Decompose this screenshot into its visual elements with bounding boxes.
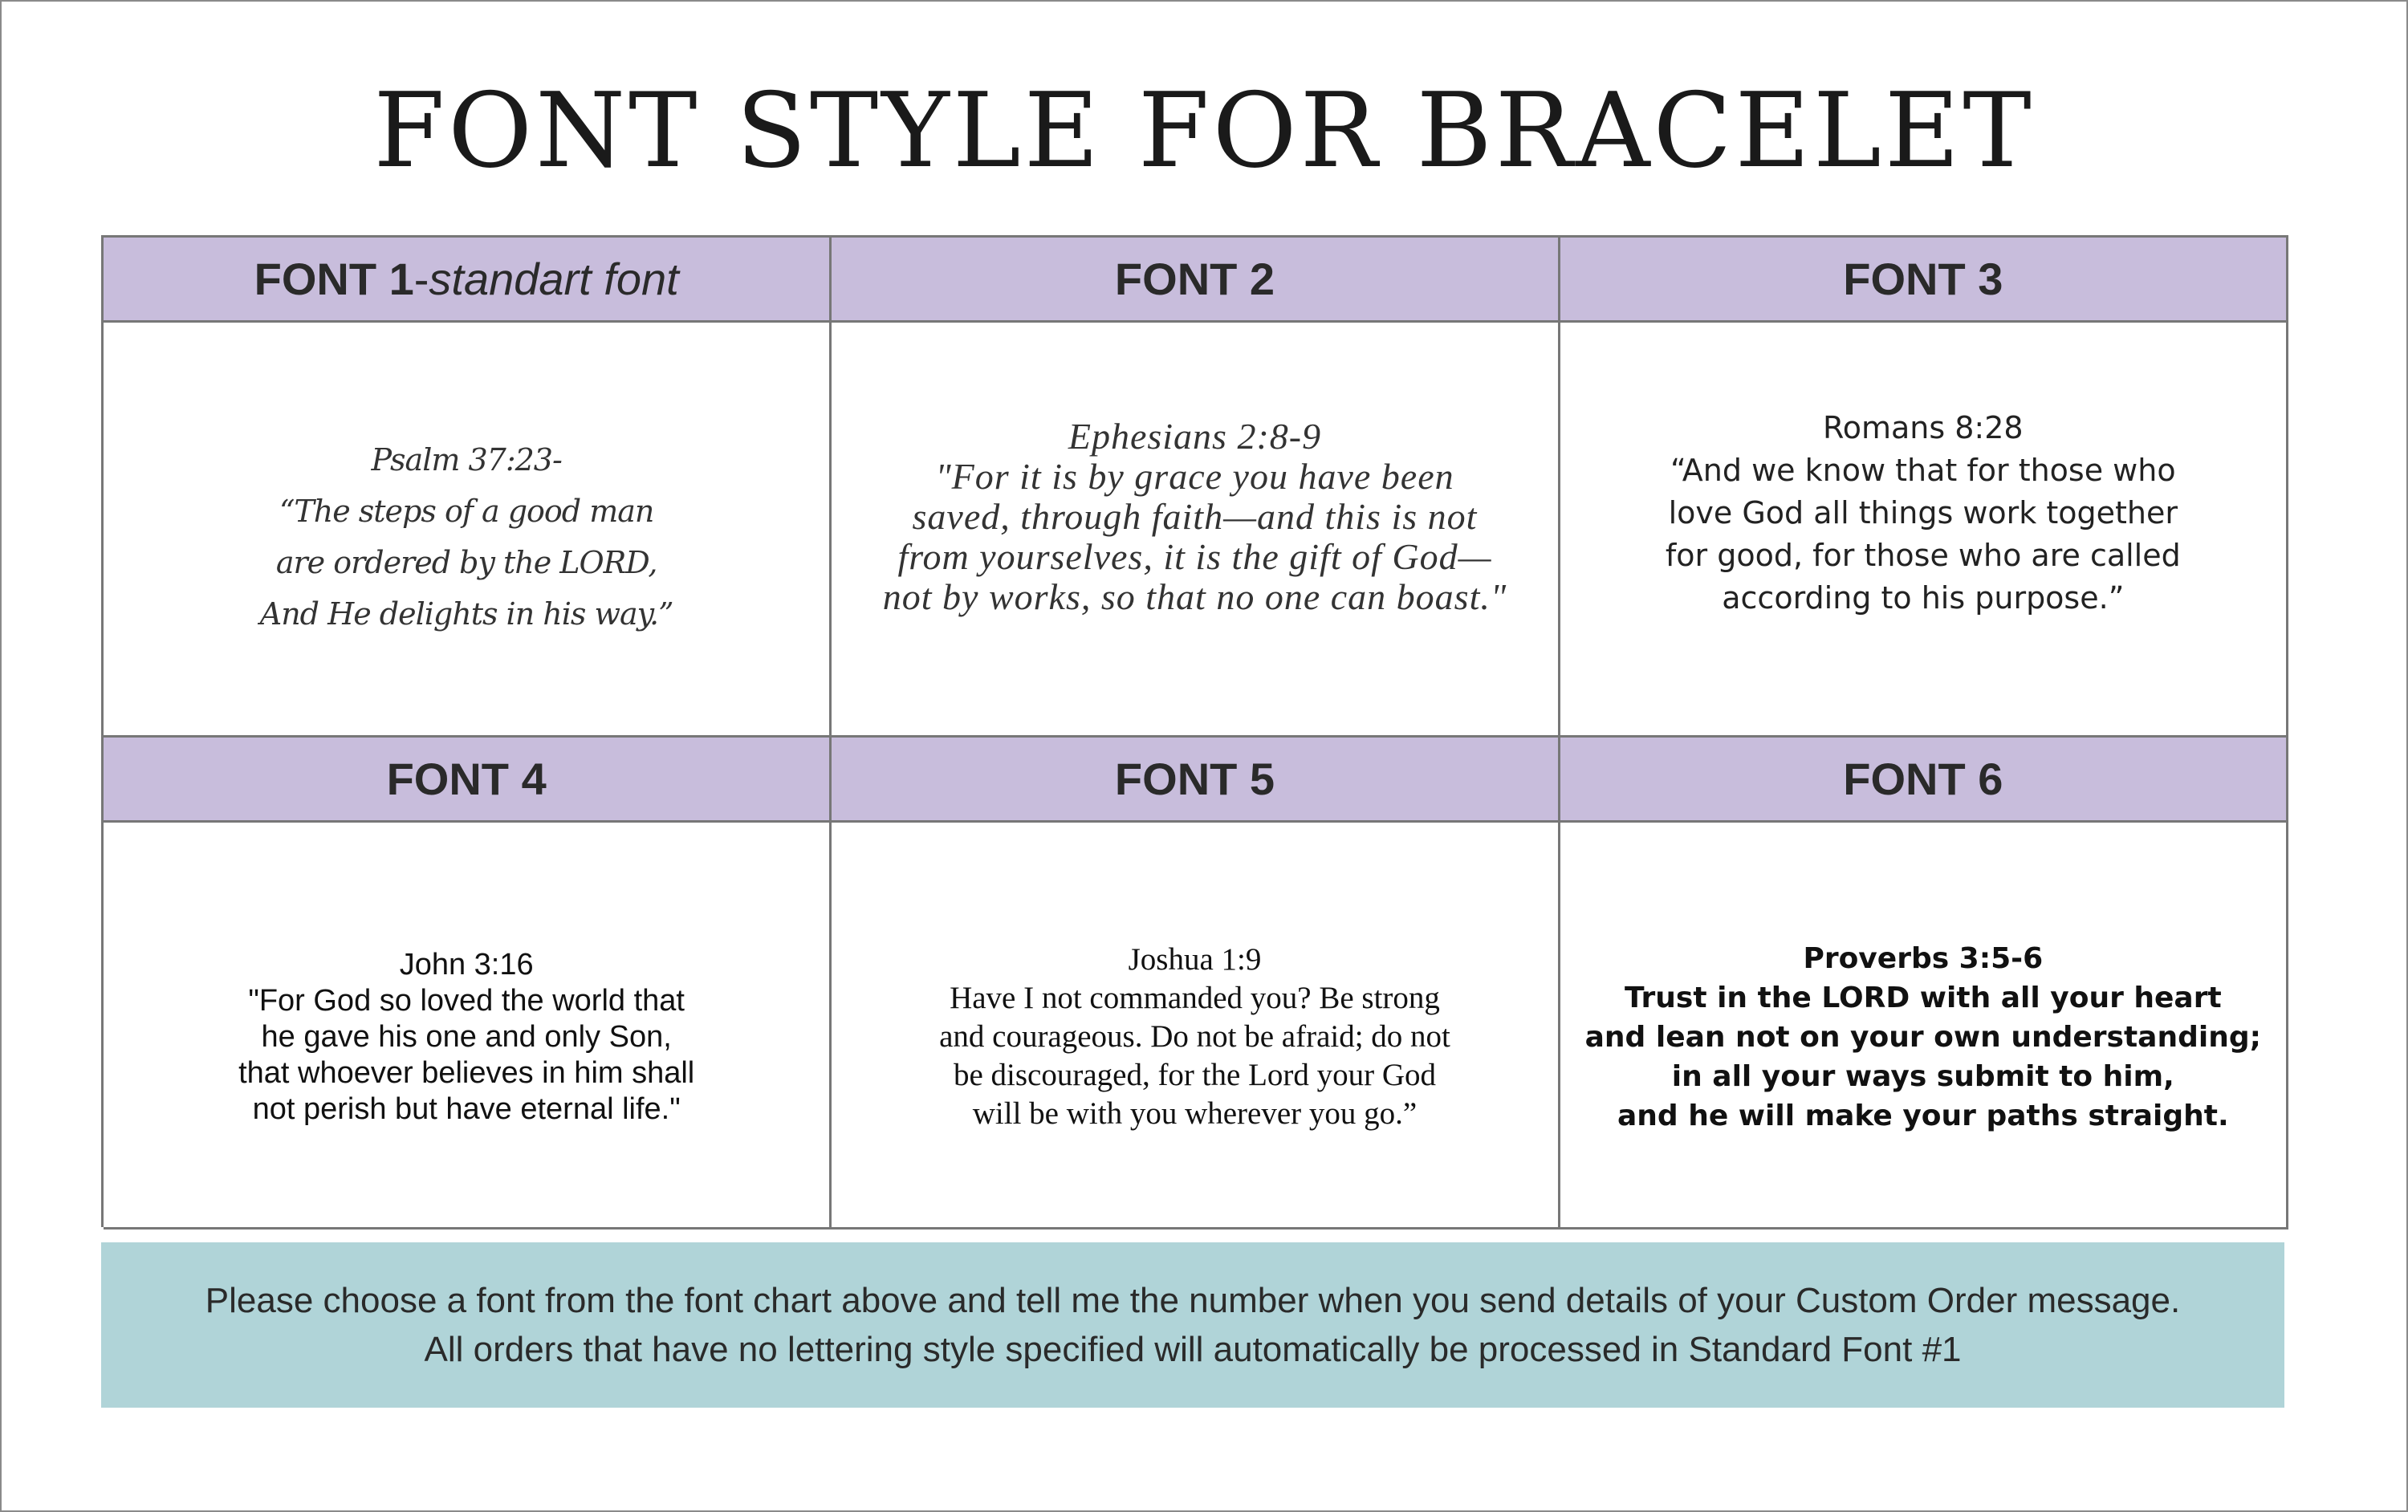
page-title: FONT STYLE FOR BRACELET bbox=[373, 71, 2035, 191]
verse-line: Romans 8:28 bbox=[1823, 409, 2024, 445]
font-6-label: FONT 6 bbox=[1843, 754, 2003, 804]
font-1-label: FONT 1 bbox=[254, 254, 414, 304]
verse-line: saved, through faith—and this is not bbox=[912, 496, 1478, 537]
font-5-label: FONT 5 bbox=[1114, 754, 1275, 804]
verse-line: be discouraged, for the Lord your God bbox=[953, 1058, 1437, 1092]
verse-line: are ordered by the LORD, bbox=[275, 545, 657, 580]
verse-line: will be with you wherever you go.” bbox=[972, 1096, 1418, 1131]
font-4-sample bbox=[104, 823, 832, 1230]
verse-line: Proverbs 3:5-6 bbox=[1803, 941, 2044, 975]
font-5-header bbox=[832, 738, 1560, 823]
font-2-header bbox=[832, 238, 1560, 323]
verse-line: And He delights in his way.” bbox=[259, 596, 673, 632]
font-1-sample bbox=[104, 323, 832, 738]
verse-line: for good, for those who are called bbox=[1665, 537, 2181, 573]
verse-line: John 3:16 bbox=[399, 947, 534, 982]
notice-line-2: All orders that have no lettering style specified will automatically be processed in Standard Font #1 bbox=[424, 1330, 1962, 1369]
font-3-header bbox=[1560, 238, 2288, 323]
verse-line: Psalm 37:23- bbox=[371, 442, 562, 478]
verse-line: and he will make your paths straight. bbox=[1617, 1099, 2229, 1132]
font-6-sample bbox=[1560, 823, 2288, 1230]
verse-line: he gave his one and only Son, bbox=[261, 1019, 672, 1054]
verse-line: that whoever believes in him shall bbox=[238, 1055, 695, 1090]
verse-line: “The steps of a good man bbox=[279, 494, 654, 529]
font-2-sample bbox=[832, 323, 1560, 738]
font-1-verse bbox=[260, 418, 673, 640]
verse-line: Trust in the LORD with all your heart bbox=[1624, 981, 2222, 1014]
font-chart bbox=[101, 235, 2288, 1227]
verse-line: in all your ways submit to him, bbox=[1671, 1059, 2174, 1093]
font-6-header bbox=[1560, 738, 2288, 823]
font-4-header bbox=[104, 738, 832, 823]
verse-line: not by works, so that no one can boast." bbox=[882, 576, 1507, 617]
notice-line-1: Please choose a font from the font chart above and tell me the number when you send details of your Custom Order message. bbox=[205, 1281, 2181, 1320]
verse-line: love God all things work together bbox=[1668, 494, 2178, 530]
font-5-verse bbox=[939, 917, 1450, 1133]
font-1-subtitle: standart font bbox=[429, 254, 679, 304]
verse-line: and lean not on your own understanding; bbox=[1584, 1020, 2261, 1054]
font-3-verse bbox=[1666, 407, 2181, 652]
font-4-verse bbox=[238, 923, 694, 1128]
font-1-header bbox=[104, 238, 832, 323]
verse-line: “And we know that for those who bbox=[1670, 452, 2176, 488]
font-4-label: FONT 4 bbox=[386, 754, 547, 804]
font-1-separator: - bbox=[413, 254, 429, 304]
font-5-sample bbox=[832, 823, 1560, 1230]
verse-line: "For it is by grace you have been bbox=[935, 456, 1454, 497]
font-2-label: FONT 2 bbox=[1114, 254, 1275, 304]
verse-line: Joshua 1:9 bbox=[1128, 942, 1262, 977]
verse-line: "For God so loved the world that bbox=[248, 983, 685, 1018]
verse-line: and courageous. Do not be afraid; do not bbox=[939, 1019, 1450, 1054]
verse-line: not perish but have eternal life." bbox=[252, 1091, 681, 1126]
font-2-verse bbox=[883, 417, 1507, 641]
font-3-sample bbox=[1560, 323, 2288, 738]
verse-line: according to his purpose.” bbox=[1722, 579, 2125, 616]
order-notice bbox=[101, 1242, 2284, 1408]
verse-line: from yourselves, it is the gift of God— bbox=[897, 536, 1492, 577]
verse-line: Ephesians 2:8-9 bbox=[1068, 416, 1322, 457]
font-6-verse bbox=[1585, 915, 2261, 1136]
font-3-label: FONT 3 bbox=[1843, 254, 2003, 304]
verse-line: Have I not commanded you? Be strong bbox=[950, 981, 1440, 1015]
